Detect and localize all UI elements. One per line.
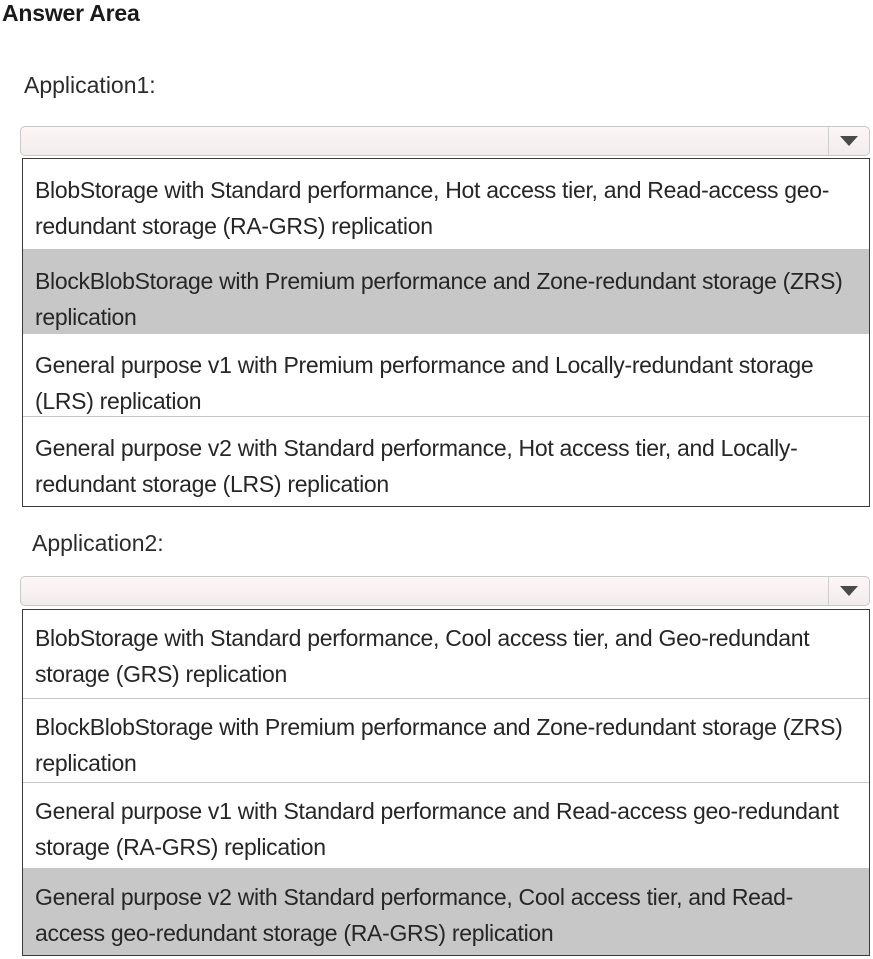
triangle-down-icon — [840, 586, 858, 596]
application1-options-list — [22, 158, 870, 507]
application2-option[interactable]: BlobStorage with Standard performance, Cool access tier, and Geo-redundant storage (GRS) replication — [23, 610, 869, 699]
answer-area-title: Answer Area — [2, 0, 140, 26]
triangle-down-icon — [840, 136, 858, 146]
application2-option[interactable]: BlockBlobStorage with Premium performance and Zone-redundant storage (ZRS) replication — [23, 699, 869, 783]
application1-label: Application1: — [24, 72, 156, 98]
application2-dropdown[interactable] — [20, 576, 870, 606]
application2-option[interactable]: General purpose v1 with Standard performance and Read-access geo-redundant storage (RA-GRS) replication — [23, 783, 869, 869]
application1-option-highlighted[interactable]: BlockBlobStorage with Premium performance and Zone-redundant storage (ZRS) replication — [23, 250, 869, 334]
application1-option[interactable]: BlobStorage with Standard performance, Hot access tier, and Read-access geo-redundant storage (RA-GRS) replication — [23, 159, 869, 250]
application1-option[interactable]: General purpose v1 with Premium performance and Locally-redundant storage (LRS) replication — [23, 334, 869, 417]
application1-dropdown[interactable] — [20, 126, 870, 156]
application2-options-list — [22, 609, 870, 956]
application2-dropdown-toggle[interactable] — [828, 577, 869, 605]
application2-label: Application2: — [32, 530, 164, 556]
application2-option-highlighted[interactable]: General purpose v2 with Standard performance, Cool access tier, and Read-access geo-redundant storage (RA-GRS) replication — [23, 869, 869, 955]
application1-dropdown-toggle[interactable] — [828, 127, 869, 155]
application1-option[interactable]: General purpose v2 with Standard performance, Hot access tier, and Locally-redundant storage (LRS) replication — [35, 435, 798, 497]
